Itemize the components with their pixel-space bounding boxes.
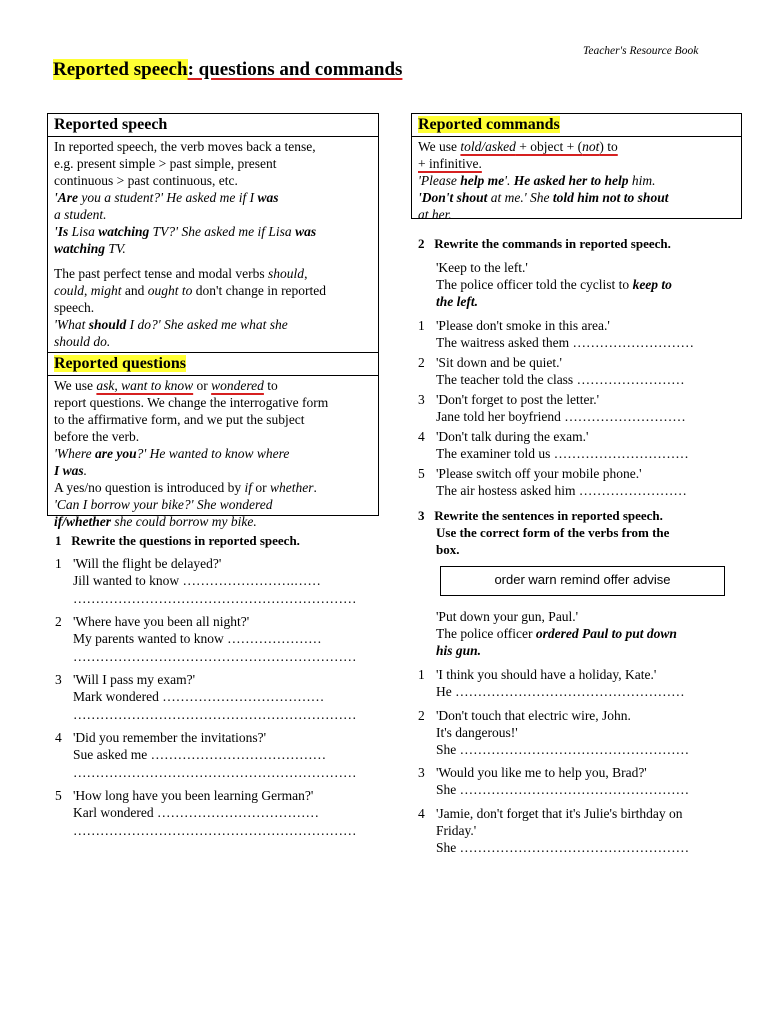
questions-heading: Reported questions [48,352,378,376]
speech-example-1: 'Are you a student?' He asked me if I was [54,190,279,205]
title-rest: : questions and commands [187,59,403,80]
answer-line[interactable]: The air hostess asked him …………………… [436,483,687,498]
verb-box: order warn remind offer advise [440,566,725,596]
answer-line[interactable]: The waitress asked them ……………………… [436,335,694,350]
publisher-header: Teacher's Resource Book [583,45,699,57]
questions-example-2b: if/whether she could borrow my bike. [54,514,257,529]
perfect-line-2: could, might and ought to don't change in reported [54,283,327,298]
answer-line[interactable]: The teacher told the class …………………… [436,372,685,387]
exercise-2: 2 Rewrite the commands in reported speech. 'Keep to the left.' The police officer told the cyclist to keep to the left. 1 'Please don't smoke in this area.' The waitress asked them ……………………… 2 'Sit down and be quiet.' The teacher told the class …………………… 3 'Don't forget to post the letter.' Jane told her boyfriend ……………………… 4 'Don't talk during the exam.' The examiner told us ………………………… 5 'Please switch off your mobile phone.' The air hostess asked him …………………… [418,236,694,498]
questions-line-1: We use ask, want to know or wondered to [54,378,278,393]
answer-line[interactable]: Jane told her boyfriend ……………………… [436,409,686,424]
speech-body [48,137,378,352]
questions-example-1: 'Where are you?' He wanted to know where [54,446,290,461]
grammar-box-left [47,113,379,529]
answer-line[interactable]: ……………………………………………………… [73,765,357,780]
commands-body [412,137,741,225]
page-title [53,58,402,82]
exercise-1-title: 1 Rewrite the questions in reported speech. [55,533,300,548]
speech-example-2b: watching TV. [54,241,126,256]
speech-example-3b: should do. [54,334,111,349]
answer-line[interactable]: ……………………………………………………… [73,707,357,722]
answer-line[interactable]: ……………………………………………………… [73,823,357,838]
speech-intro-2: e.g. present simple > past simple, present [54,156,277,171]
exercise-3-title: 3 Rewrite the sentences in reported speech. Use the correct form of the verbs from the box. [418,508,670,557]
commands-example-2b: at her. [418,207,452,222]
answer-line[interactable]: She …………………………………………… [436,782,690,797]
commands-heading: Reported commands [412,114,741,137]
questions-line-4: before the verb. [54,429,140,444]
questions-line-2: report questions. We change the interrogative form [54,395,329,410]
answer-line[interactable]: He …………………………………………… [436,684,685,699]
exercise-1: 1 Rewrite the questions in reported speech. 1 'Will the flight be delayed?' Jill wanted to know …………………….…… ……………………………………………………… 2 'Where have you been all night?' My parents wanted to know ………………… ……………………………………………………… 3 'Will I pass my exam?' Mark wondered ……………………………… ……………………………………………………… 4 'Did you remember the invitations?' Sue asked me ………………………………… ……………………………………………………… 5 'How long have you been learning German?' Karl wondered ……………………………… ……………………………………………………… [55,533,357,838]
commands-example-2: 'Don't shout at me.' She told him not to shout [418,190,669,205]
speech-intro-3: continuous > past continuous, etc. [54,173,238,188]
title-highlight: Reported speech [53,59,188,80]
questions-example-2: 'Can I borrow your bike?' She wondered [54,497,273,512]
answer-line[interactable]: She …………………………………………… [436,742,690,757]
perfect-line-1: The past perfect tense and modal verbs should, [54,266,308,281]
speech-example-2: 'Is Lisa watching TV?' She asked me if Lisa was [54,224,317,239]
commands-line-2: + infinitive. [418,156,482,171]
commands-line-1: We use told/asked + object + (not) to [418,139,618,154]
answer-line[interactable]: ……………………………………………………… [73,591,357,606]
answer-line[interactable]: She …………………………………………… [436,840,690,855]
perfect-line-3: speech. [54,300,95,315]
answer-line[interactable]: ……………………………………………………… [73,649,357,664]
commands-example-1: 'Please help me'. He asked her to help him. [418,173,656,188]
speech-example-1b: a student. [54,207,107,222]
questions-example-1b: I was. [54,463,88,478]
answer-line[interactable]: The examiner told us ………………………… [436,446,689,461]
grammar-box-commands [411,113,742,222]
questions-body [48,376,378,532]
speech-intro-1: In reported speech, the verb moves back a tense, [54,139,316,154]
exercise-2-title: 2 Rewrite the commands in reported speech. [418,236,671,251]
questions-line-5: A yes/no question is introduced by if or whether. [54,480,317,495]
exercise-3: 3 Rewrite the sentences in reported speech. Use the correct form of the verbs from the box. order warn remind offer advise 'Put down your gun, Paul.' The police officer ordered Paul to put down his gun. 1 'I think you should have a holiday, Kate.' He …………………………………………… 2 'Don't touch that electric wire, John. It's dangerous!' She …………………………………………… 3 'Would you like me to help you, Brad?' She …………………………………………… 4 'Jamie, don't forget that it's Julie's birthday on Friday.' She …………………………………………… [418,507,748,857]
questions-line-3: to the affirmative form, and we put the subject [54,412,305,427]
speech-example-3: 'What should I do?' She asked me what she [54,317,288,332]
speech-heading: Reported speech [48,114,378,137]
